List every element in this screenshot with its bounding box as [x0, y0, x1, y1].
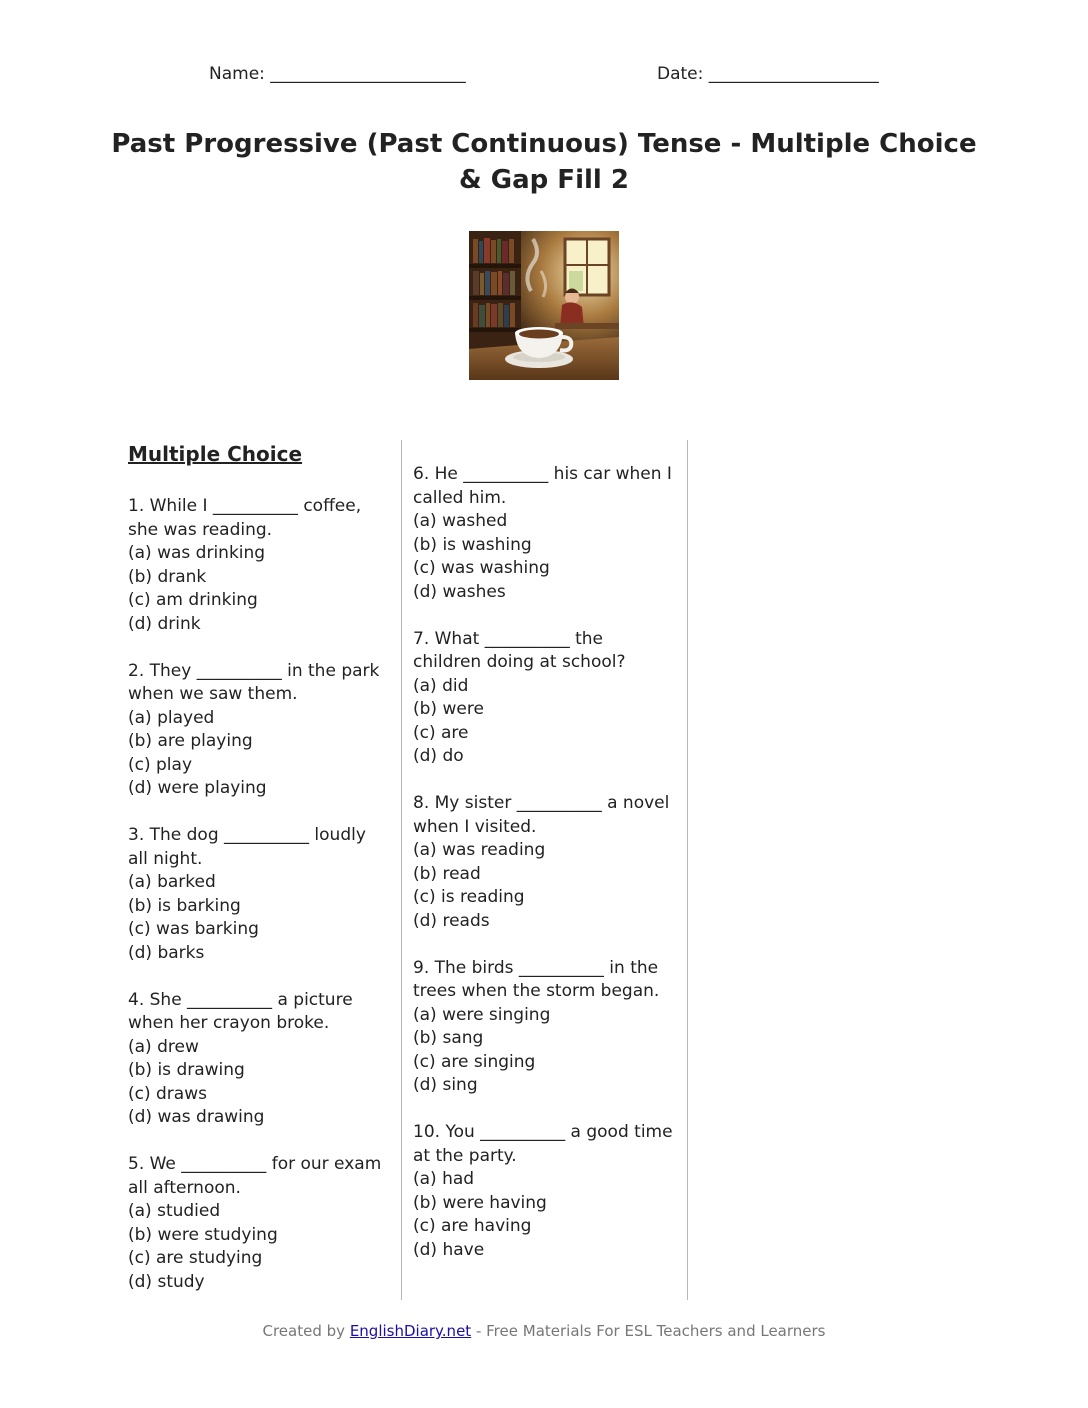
column-divider: [401, 440, 402, 1300]
answer-option: (a) was drinking: [128, 543, 266, 563]
answer-option: (c) play: [128, 754, 193, 775]
question-6: [413, 463, 675, 604]
answer-option: (b) drank: [128, 566, 207, 587]
answer-option: (d) have: [413, 1239, 485, 1260]
column-divider: [687, 440, 688, 1300]
question-4: [128, 989, 390, 1130]
answer-option: (d) was drawing: [128, 1107, 265, 1127]
answer-option: (c) was washing: [413, 558, 550, 578]
footer-suffix: - Free Materials For ESL Teachers and Learners: [475, 1322, 826, 1340]
date-field-label: Date: ____________________: [657, 64, 879, 84]
answer-option: (d) study: [128, 1271, 205, 1292]
name-field-label: Name: _______________________: [209, 64, 466, 84]
answer-option: (a) were singing: [413, 1004, 551, 1025]
question-stem: 2. They __________ in the park when we saw them.: [128, 660, 380, 704]
answer-option: (a) studied: [128, 1201, 221, 1221]
question-3: [128, 824, 390, 965]
answer-option: (b) are playing: [128, 731, 253, 751]
answer-option: (c) are studying: [128, 1248, 263, 1268]
question-stem: 7. What __________ the children doing at school?: [413, 628, 626, 672]
answer-option: (a) barked: [128, 872, 216, 892]
footer: [0, 1322, 1088, 1340]
question-stem: 10. You __________ a good time at the party.: [413, 1122, 673, 1166]
answer-option: (d) barks: [128, 942, 205, 963]
questions-column-right: [413, 463, 675, 1286]
answer-option: (b) is drawing: [128, 1060, 245, 1080]
answer-option: (d) were playing: [128, 778, 267, 798]
answer-option: (b) were having: [413, 1192, 547, 1213]
question-7: [413, 628, 675, 769]
answer-option: (a) was reading: [413, 840, 546, 860]
englishdiary-link[interactable]: EnglishDiary.net: [349, 1322, 472, 1340]
answer-option: (b) is barking: [128, 895, 241, 916]
question-stem: 9. The birds __________ in the trees when the storm began.: [413, 957, 660, 1001]
answer-option: (d) do: [413, 746, 464, 766]
answer-option: (a) had: [413, 1169, 475, 1189]
footer-prefix: Created by: [262, 1322, 346, 1340]
answer-option: (b) is washing: [413, 534, 532, 555]
answer-option: (c) are singing: [413, 1051, 536, 1072]
question-10: [413, 1121, 675, 1262]
question-9: [413, 957, 675, 1098]
answer-option: (d) sing: [413, 1075, 478, 1095]
answer-option: (c) is reading: [413, 887, 525, 907]
question-stem: 5. We __________ for our exam all afternoon.: [128, 1154, 382, 1198]
answer-option: (c) am drinking: [128, 590, 258, 610]
answer-option: (c) are: [413, 722, 469, 743]
worksheet-title: Past Progressive (Past Continuous) Tense - Multiple Choice & Gap Fill 2: [111, 129, 977, 195]
answer-option: (d) reads: [413, 910, 490, 931]
answer-option: (a) did: [413, 675, 469, 696]
answer-option: (a) drew: [128, 1036, 199, 1057]
library-coffee-illustration: [469, 231, 619, 380]
answer-option: (d) drink: [128, 613, 201, 634]
question-stem: 6. He __________ his car when I called him.: [413, 464, 672, 508]
questions-column-left: [128, 441, 390, 1318]
question-2: [128, 660, 390, 801]
question-stem: 1. While I __________ coffee, she was reading.: [128, 496, 362, 540]
answer-option: (b) were: [413, 699, 484, 719]
section-heading: Multiple Choice: [128, 442, 303, 466]
question-1: [128, 495, 390, 636]
answer-option: (b) sang: [413, 1028, 484, 1048]
question-stem: 4. She __________ a picture when her crayon broke.: [128, 989, 353, 1033]
question-5: [128, 1153, 390, 1294]
answer-option: (b) read: [413, 863, 481, 884]
answer-option: (a) played: [128, 707, 215, 728]
answer-option: (d) washes: [413, 581, 506, 602]
answer-option: (c) draws: [128, 1083, 207, 1104]
question-stem: 3. The dog __________ loudly all night.: [128, 825, 366, 869]
answer-option: (c) are having: [413, 1216, 532, 1236]
question-stem: 8. My sister __________ a novel when I visited.: [413, 793, 670, 837]
answer-option: (b) were studying: [128, 1224, 278, 1245]
question-8: [413, 792, 675, 933]
answer-option: (c) was barking: [128, 919, 259, 939]
answer-option: (a) washed: [413, 511, 508, 531]
